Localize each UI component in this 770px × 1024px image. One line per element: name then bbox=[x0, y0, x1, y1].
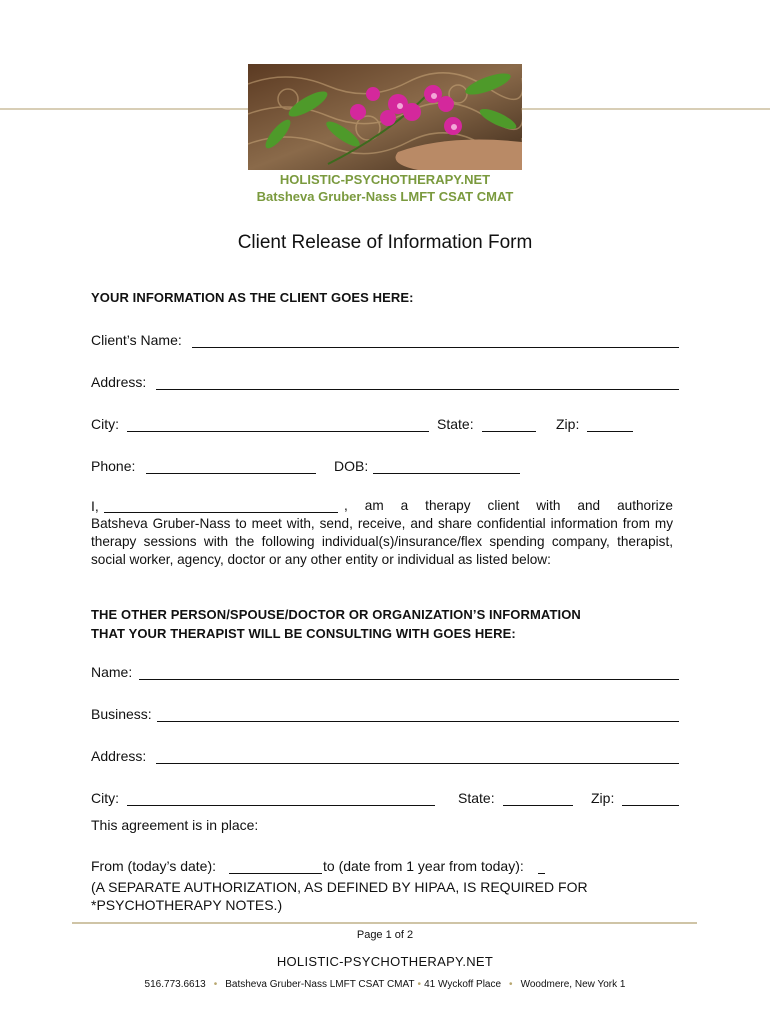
other-state-label: State: bbox=[458, 790, 495, 806]
client-name-field[interactable] bbox=[192, 347, 679, 348]
other-section-heading-2: THAT YOUR THERAPIST WILL BE CONSULTING WITH GOES HERE: bbox=[91, 626, 516, 641]
footer-divider bbox=[72, 922, 697, 924]
header-site: HOLISTIC-PSYCHOTHERAPY.NET bbox=[279, 172, 491, 187]
client-phone-label: Phone: bbox=[91, 458, 136, 474]
footer-contact bbox=[0, 979, 770, 990]
client-name-label: Client’s Name: bbox=[91, 332, 182, 348]
bullet-icon: • bbox=[509, 979, 513, 990]
client-section-heading: YOUR INFORMATION AS THE CLIENT GOES HERE: bbox=[91, 290, 414, 305]
bullet-icon: • bbox=[417, 979, 422, 990]
other-city-label: City: bbox=[91, 790, 119, 806]
client-dob-label: DOB: bbox=[334, 458, 369, 474]
other-name-label: Name: bbox=[91, 664, 133, 680]
authorization-line1: , am a therapy client with and authorize bbox=[344, 498, 673, 513]
client-city-field[interactable] bbox=[127, 431, 429, 432]
page-title: Client Release of Information Form bbox=[237, 232, 533, 253]
client-dob-field[interactable] bbox=[373, 473, 520, 474]
client-city-label: City: bbox=[91, 416, 119, 432]
client-state-field[interactable] bbox=[482, 431, 536, 432]
other-name-field[interactable] bbox=[139, 679, 679, 680]
to-date-label: to (date from 1 year from today): bbox=[323, 858, 524, 874]
from-date-label: From (today’s date): bbox=[91, 858, 217, 874]
header-subtitle: Batsheva Gruber-Nass LMFT CSAT CMAT bbox=[256, 189, 514, 204]
hipaa-note-line2: *PSYCHOTHERAPY NOTES.) bbox=[91, 897, 283, 913]
other-city-field[interactable] bbox=[127, 805, 435, 806]
other-business-label: Business: bbox=[91, 706, 152, 722]
footer-phone: 516.773.6613 bbox=[144, 979, 206, 990]
header-photo-orchids bbox=[248, 64, 522, 170]
from-date-field[interactable] bbox=[229, 873, 322, 874]
agreement-label: This agreement is in place: bbox=[91, 817, 259, 833]
client-phone-field[interactable] bbox=[146, 473, 316, 474]
footer-street: 41 Wyckoff Place bbox=[424, 979, 502, 990]
to-date-field[interactable] bbox=[538, 873, 545, 874]
footer-name: Batsheva Gruber-Nass LMFT CSAT CMAT bbox=[225, 979, 415, 990]
authorizing-client-field[interactable] bbox=[104, 512, 338, 513]
other-state-field[interactable] bbox=[503, 805, 573, 806]
client-address-label: Address: bbox=[91, 374, 147, 390]
footer-city: Woodmere, New York 1 bbox=[520, 979, 626, 990]
footer-site: HOLISTIC-PSYCHOTHERAPY.NET bbox=[276, 954, 494, 969]
hipaa-note-line1: (A SEPARATE AUTHORIZATION, AS DEFINED BY HIPAA, IS REQUIRED FOR bbox=[91, 879, 588, 895]
authorization-text: Batsheva Gruber-Nass to meet with, send, receive, and share confidential information from my therapy sessions with the following individual(s)/insurance/flex spending company, therapist, social worker, agency, doctor or any other entity or individual as listed below: bbox=[91, 516, 673, 567]
client-zip-field[interactable] bbox=[587, 431, 633, 432]
client-zip-label: Zip: bbox=[556, 416, 580, 432]
other-section-heading-1: THE OTHER PERSON/SPOUSE/DOCTOR OR ORGANIZATION’S INFORMATION bbox=[91, 607, 581, 622]
other-zip-field[interactable] bbox=[622, 805, 679, 806]
other-business-field[interactable] bbox=[157, 721, 679, 722]
other-zip-label: Zip: bbox=[591, 790, 615, 806]
bullet-icon: • bbox=[213, 979, 218, 990]
authorization-lead: I, bbox=[91, 498, 99, 514]
client-state-label: State: bbox=[437, 416, 474, 432]
client-address-field[interactable] bbox=[156, 389, 679, 390]
page-number: Page 1 of 2 bbox=[356, 929, 414, 941]
other-address-label: Address: bbox=[91, 748, 147, 764]
other-address-field[interactable] bbox=[156, 763, 679, 764]
